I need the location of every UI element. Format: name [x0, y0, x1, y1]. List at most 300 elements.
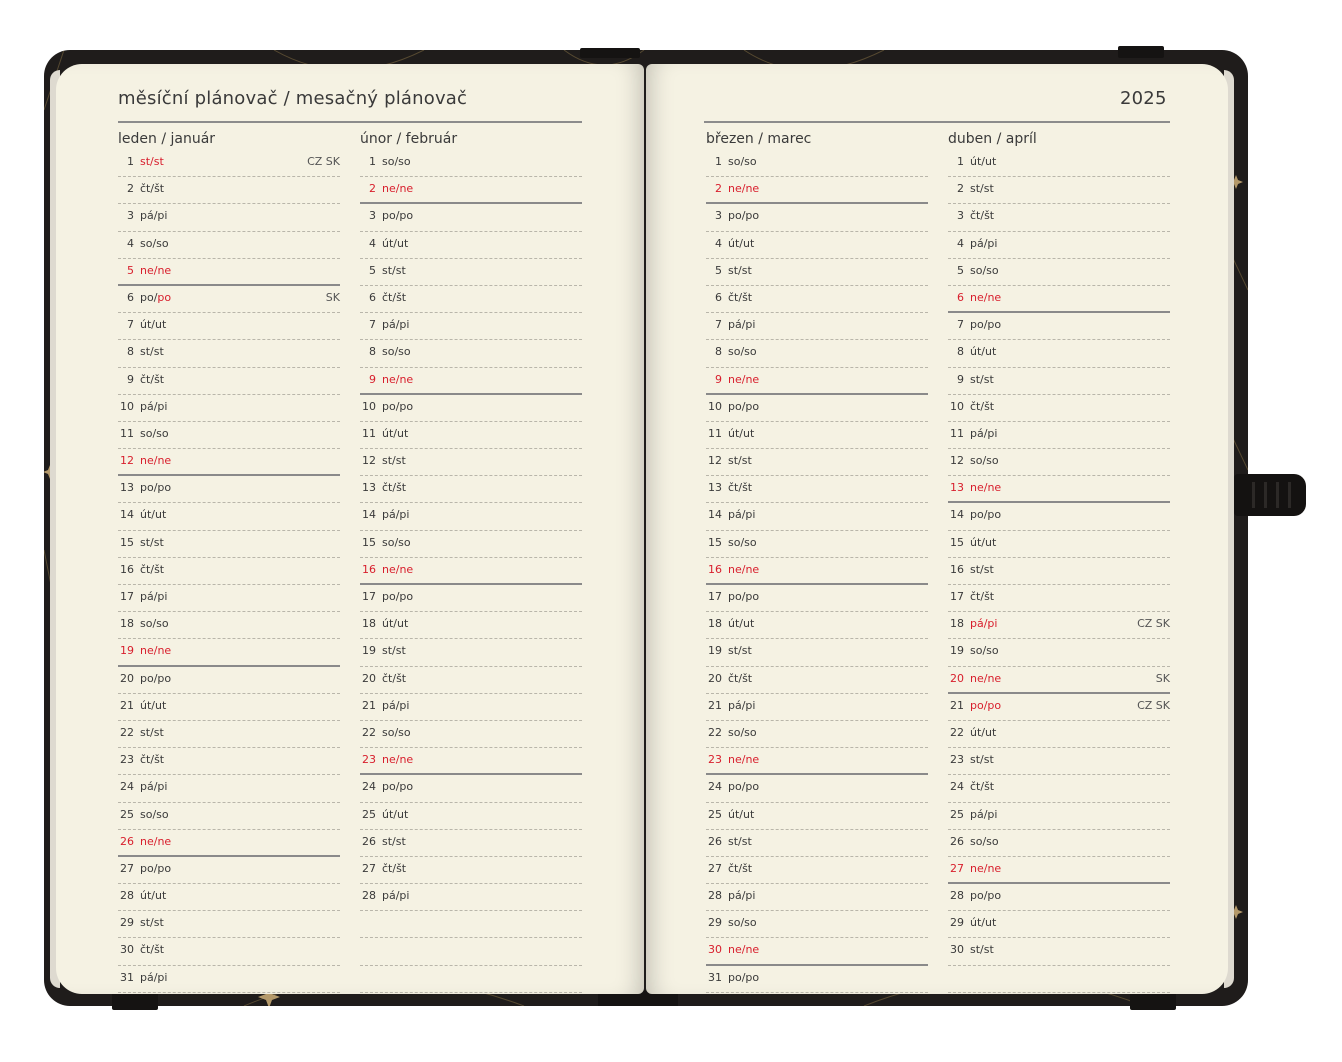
day-row[interactable] [948, 884, 1170, 911]
day-abbrev: po/po [970, 318, 1002, 332]
day-row-sunday[interactable] [118, 259, 340, 286]
day-abbrev: čt/št [382, 861, 407, 875]
day-abbrev: út/ut [140, 889, 167, 903]
day-row[interactable] [706, 966, 928, 993]
day-row[interactable] [948, 422, 1170, 449]
day-number: 23 [120, 753, 134, 767]
day-row[interactable] [948, 368, 1170, 395]
day-row[interactable] [706, 313, 928, 340]
day-number: 28 [120, 889, 134, 903]
day-row[interactable] [706, 694, 928, 721]
day-number: 12 [120, 454, 134, 468]
month-heading: leden / január [118, 131, 216, 147]
day-row[interactable] [706, 639, 928, 666]
day-row[interactable] [948, 395, 1170, 422]
day-number: 13 [120, 481, 134, 495]
day-abbrev: ne/ne [140, 454, 172, 468]
empty-ruled-line [948, 966, 1170, 993]
day-number: 16 [950, 562, 964, 576]
day-number: 1 [957, 155, 964, 168]
day-number: 21 [708, 698, 722, 712]
day-number: 10 [950, 399, 964, 413]
day-row[interactable] [118, 422, 340, 449]
day-row-sunday[interactable] [706, 938, 928, 965]
day-number: 24 [950, 780, 964, 794]
day-number: 20 [950, 671, 964, 685]
day-row[interactable] [948, 585, 1170, 612]
day-abbrev: so/so [728, 725, 757, 739]
day-row[interactable] [948, 150, 1170, 177]
day-abbrev: čt/št [728, 290, 753, 304]
day-number: 18 [950, 617, 964, 631]
day-row[interactable] [706, 395, 928, 422]
day-row[interactable] [948, 911, 1170, 938]
day-row[interactable] [360, 503, 582, 530]
day-abbrev: pá/pi [728, 889, 756, 903]
day-number: 25 [950, 807, 964, 821]
day-abbrev: ne/ne [970, 861, 1002, 875]
day-abbrev: pá/pi [970, 426, 998, 440]
day-number: 9 [715, 372, 722, 386]
day-row[interactable] [706, 476, 928, 503]
day-abbrev: út/ut [382, 236, 409, 250]
day-row[interactable] [948, 721, 1170, 748]
day-abbrev: st/st [140, 535, 164, 549]
empty-ruled-line [360, 938, 582, 965]
day-abbrev: čt/št [140, 943, 165, 957]
day-abbrev: ne/ne [728, 182, 760, 196]
day-row[interactable] [118, 857, 340, 884]
day-abbrev: so/so [970, 834, 999, 848]
day-row[interactable] [706, 422, 928, 449]
day-row[interactable] [118, 531, 340, 558]
day-row[interactable] [706, 857, 928, 884]
day-number: 16 [362, 562, 376, 576]
day-row[interactable] [706, 830, 928, 857]
day-number: 21 [950, 698, 964, 712]
day-number: 1 [127, 155, 134, 168]
day-abbrev: so/so [382, 535, 411, 549]
day-number: 22 [950, 725, 964, 739]
day-abbrev: pá/pi [140, 399, 168, 413]
holiday-country-tag: CZ SK [1137, 617, 1170, 631]
day-abbrev: čt/št [382, 671, 407, 685]
day-number: 8 [715, 345, 722, 359]
day-row-sunday[interactable] [118, 639, 340, 666]
day-abbrev: čt/št [140, 753, 165, 767]
day-abbrev: so/so [728, 535, 757, 549]
day-number: 14 [120, 508, 134, 522]
day-number: 10 [362, 399, 376, 413]
day-abbrev: so/so [140, 617, 169, 631]
day-number: 18 [708, 617, 722, 631]
day-abbrev: st/st [728, 263, 752, 277]
holiday-abbrev: po/po [970, 698, 1002, 712]
day-row[interactable] [706, 204, 928, 231]
day-number: 1 [369, 155, 376, 168]
day-row[interactable] [706, 585, 928, 612]
day-row[interactable] [118, 612, 340, 639]
day-abbrev: so/so [382, 155, 411, 168]
day-abbrev: út/ut [970, 535, 997, 549]
day-row[interactable] [118, 204, 340, 231]
day-number: 14 [708, 508, 722, 522]
day-abbrev: st/st [382, 454, 406, 468]
day-abbrev: út/ut [140, 508, 167, 522]
holiday-country-tag: CZ SK [307, 155, 340, 168]
day-row[interactable] [360, 585, 582, 612]
day-row-sunday[interactable] [948, 476, 1170, 503]
day-row[interactable] [706, 612, 928, 639]
day-row[interactable] [948, 177, 1170, 204]
day-number: 26 [950, 834, 964, 848]
day-row[interactable] [118, 503, 340, 530]
day-row[interactable] [360, 204, 582, 231]
day-number: 11 [120, 426, 134, 440]
day-row[interactable] [360, 531, 582, 558]
day-row[interactable] [360, 884, 582, 911]
day-number: 27 [362, 861, 376, 875]
day-row[interactable] [948, 694, 1170, 721]
month-heading: únor / február [360, 131, 458, 147]
day-number: 26 [362, 834, 376, 848]
day-row[interactable] [118, 694, 340, 721]
day-row[interactable] [118, 585, 340, 612]
day-row-sunday[interactable] [706, 368, 928, 395]
day-abbrev: pá/pi [140, 209, 168, 223]
day-row-sunday[interactable] [360, 558, 582, 585]
day-row[interactable] [118, 286, 340, 313]
day-number: 29 [708, 916, 722, 930]
day-row[interactable] [948, 313, 1170, 340]
day-number: 12 [950, 454, 964, 468]
day-row[interactable] [706, 721, 928, 748]
day-number: 15 [950, 535, 964, 549]
day-row[interactable] [948, 639, 1170, 666]
day-abbrev: st/st [728, 834, 752, 848]
day-row-sunday[interactable] [360, 177, 582, 204]
day-abbrev: út/ut [728, 236, 755, 250]
day-row[interactable] [360, 612, 582, 639]
day-row[interactable] [706, 340, 928, 367]
day-number: 13 [708, 481, 722, 495]
day-number: 8 [957, 345, 964, 359]
day-number: 10 [708, 399, 722, 413]
month-heading: duben / apríl [948, 131, 1037, 147]
day-number: 31 [708, 970, 722, 984]
day-number: 26 [120, 834, 134, 848]
day-number: 23 [950, 753, 964, 767]
day-abbrev: ne/ne [970, 481, 1002, 495]
day-number: 4 [369, 236, 376, 250]
day-abbrev: so/so [970, 644, 999, 658]
day-number: 8 [369, 345, 376, 359]
day-abbrev: po/po [970, 889, 1002, 903]
day-row-sunday[interactable] [706, 177, 928, 204]
day-abbrev: ne/ne [382, 753, 414, 767]
day-row[interactable] [706, 150, 928, 177]
day-number: 25 [120, 807, 134, 821]
day-row[interactable] [360, 721, 582, 748]
day-number: 9 [369, 372, 376, 386]
month-heading: březen / marec [706, 131, 812, 147]
day-abbrev: st/st [728, 644, 752, 658]
day-number: 15 [120, 535, 134, 549]
day-number: 3 [127, 209, 134, 223]
day-row[interactable] [360, 803, 582, 830]
day-abbrev: pá/pi [140, 780, 168, 794]
day-abbrev: pá/pi [728, 508, 756, 522]
bottom-strap-left [112, 992, 158, 1010]
day-number: 22 [120, 725, 134, 739]
day-abbrev: po/po [382, 209, 414, 223]
day-row[interactable] [118, 232, 340, 259]
day-abbrev: út/ut [970, 916, 997, 930]
day-row[interactable] [948, 531, 1170, 558]
elastic-band-closure[interactable] [1234, 474, 1306, 516]
day-number: 6 [127, 290, 134, 304]
day-number: 29 [120, 916, 134, 930]
day-number: 17 [950, 590, 964, 603]
day-abbrev: st/st [140, 155, 164, 168]
day-abbrev: so/so [970, 263, 999, 277]
day-abbrev: pá/pi [140, 590, 168, 603]
day-abbrev: pá/pi [382, 508, 410, 522]
day-row[interactable] [706, 775, 928, 802]
day-row[interactable] [360, 775, 582, 802]
day-number: 6 [715, 290, 722, 304]
day-abbrev: st/st [970, 372, 994, 386]
day-row[interactable] [118, 150, 340, 177]
day-abbrev: st/st [382, 834, 406, 848]
day-number: 24 [362, 780, 376, 794]
day-list [706, 150, 928, 993]
day-row-sunday[interactable] [360, 748, 582, 775]
day-row[interactable] [948, 204, 1170, 231]
day-row[interactable] [360, 449, 582, 476]
day-number: 29 [950, 916, 964, 930]
day-row[interactable] [118, 884, 340, 911]
day-number: 17 [708, 590, 722, 603]
day-row[interactable] [118, 775, 340, 802]
day-row[interactable] [706, 911, 928, 938]
day-row[interactable] [360, 395, 582, 422]
day-row[interactable] [360, 313, 582, 340]
day-row[interactable] [360, 259, 582, 286]
day-abbrev: ne/ne [382, 372, 414, 386]
day-row[interactable] [118, 476, 340, 503]
day-row[interactable] [706, 803, 928, 830]
day-row-sunday[interactable] [118, 830, 340, 857]
day-abbrev: čt/št [728, 481, 753, 495]
day-row[interactable] [360, 150, 582, 177]
day-abbrev: st/st [970, 753, 994, 767]
day-row[interactable] [118, 313, 340, 340]
day-abbrev: čt/št [382, 481, 407, 495]
day-abbrev: so/so [140, 236, 169, 250]
day-row-sunday[interactable] [118, 449, 340, 476]
day-row[interactable] [360, 639, 582, 666]
day-number: 2 [127, 182, 134, 196]
day-row[interactable] [118, 938, 340, 965]
day-number: 5 [127, 263, 134, 277]
day-row[interactable] [706, 531, 928, 558]
day-row[interactable] [360, 340, 582, 367]
day-row[interactable] [948, 259, 1170, 286]
day-row[interactable] [706, 259, 928, 286]
day-row[interactable] [706, 667, 928, 694]
day-number: 9 [127, 372, 134, 386]
day-number: 30 [708, 943, 722, 957]
day-abbrev: út/ut [140, 698, 167, 712]
month-column-4 [948, 128, 1170, 993]
day-abbrev: so/so [728, 345, 757, 359]
day-abbrev: út/ut [970, 345, 997, 359]
day-row[interactable] [118, 340, 340, 367]
day-row[interactable] [360, 286, 582, 313]
day-row[interactable] [118, 748, 340, 775]
day-row[interactable] [360, 667, 582, 694]
day-abbrev: po/po [382, 780, 414, 794]
day-row[interactable] [948, 803, 1170, 830]
day-row[interactable] [118, 911, 340, 938]
day-row[interactable] [118, 177, 340, 204]
day-number: 19 [362, 644, 376, 658]
day-abbrev: ne/ne [970, 671, 1002, 685]
day-number: 13 [362, 481, 376, 495]
day-abbrev: pá/pi [382, 318, 410, 332]
day-abbrev: st/st [382, 263, 406, 277]
day-number: 11 [950, 426, 964, 440]
day-row[interactable] [118, 966, 340, 993]
day-abbrev: ne/ne [728, 562, 760, 576]
day-number: 19 [950, 644, 964, 658]
day-row[interactable] [360, 694, 582, 721]
day-number: 31 [120, 970, 134, 984]
day-row[interactable] [360, 232, 582, 259]
day-number: 11 [708, 426, 722, 440]
day-abbrev: ne/ne [728, 753, 760, 767]
day-number: 9 [957, 372, 964, 386]
day-row[interactable] [118, 558, 340, 585]
day-abbrev: čt/št [970, 780, 995, 794]
day-number: 10 [120, 399, 134, 413]
day-abbrev: st/st [140, 345, 164, 359]
day-number: 22 [708, 725, 722, 739]
month-column-3 [706, 128, 928, 993]
day-number: 6 [957, 290, 964, 304]
day-row[interactable] [706, 503, 928, 530]
day-row[interactable] [948, 938, 1170, 965]
day-number: 18 [120, 617, 134, 631]
day-number: 18 [362, 617, 376, 631]
day-row[interactable] [360, 830, 582, 857]
day-abbrev: čt/št [140, 372, 165, 386]
day-row[interactable] [948, 830, 1170, 857]
day-row[interactable] [118, 667, 340, 694]
day-number: 5 [715, 263, 722, 277]
day-abbrev: so/so [140, 426, 169, 440]
day-number: 11 [362, 426, 376, 440]
day-abbrev: čt/št [970, 209, 995, 223]
day-abbrev: po/ [140, 290, 158, 304]
day-row[interactable] [948, 775, 1170, 802]
day-number: 12 [362, 454, 376, 468]
day-row[interactable] [706, 232, 928, 259]
day-row-sunday[interactable] [948, 667, 1170, 694]
day-abbrev: so/so [382, 725, 411, 739]
day-row-sunday[interactable] [948, 857, 1170, 884]
day-row[interactable] [360, 422, 582, 449]
day-row[interactable] [948, 558, 1170, 585]
day-row[interactable] [706, 286, 928, 313]
day-number: 2 [957, 182, 964, 196]
day-abbrev: pá/pi [728, 318, 756, 332]
day-number: 24 [708, 780, 722, 794]
day-abbrev: ne/ne [140, 644, 172, 658]
day-row[interactable] [706, 884, 928, 911]
day-abbrev: po/po [140, 481, 172, 495]
day-number: 20 [708, 671, 722, 685]
day-abbrev: čt/št [728, 861, 753, 875]
day-row-sunday[interactable] [706, 558, 928, 585]
day-abbrev: po/po [140, 861, 172, 875]
day-row[interactable] [948, 748, 1170, 775]
day-number: 14 [362, 508, 376, 522]
day-row[interactable] [948, 232, 1170, 259]
day-row[interactable] [360, 857, 582, 884]
day-row-sunday[interactable] [948, 286, 1170, 313]
day-abbrev: út/ut [382, 617, 409, 631]
header-rule-left [118, 121, 582, 123]
day-number: 17 [120, 590, 134, 603]
day-row[interactable] [118, 395, 340, 422]
day-row[interactable] [948, 612, 1170, 639]
holiday-abbrev: pá/pi [970, 617, 998, 631]
day-number: 2 [369, 182, 376, 196]
day-number: 3 [369, 209, 376, 223]
day-number: 17 [362, 590, 376, 603]
day-row[interactable] [118, 368, 340, 395]
day-row[interactable] [948, 340, 1170, 367]
day-row[interactable] [118, 803, 340, 830]
day-number: 6 [369, 290, 376, 304]
day-abbrev: pá/pi [970, 236, 998, 250]
day-row-sunday[interactable] [360, 368, 582, 395]
day-row[interactable] [948, 449, 1170, 476]
day-number: 8 [127, 345, 134, 359]
day-abbrev: pá/pi [382, 698, 410, 712]
day-number: 28 [362, 889, 376, 903]
day-number: 5 [957, 263, 964, 277]
day-row[interactable] [948, 503, 1170, 530]
empty-ruled-line [360, 966, 582, 993]
day-row-sunday[interactable] [706, 748, 928, 775]
day-row[interactable] [360, 476, 582, 503]
day-number: 7 [369, 318, 376, 332]
day-row[interactable] [706, 449, 928, 476]
top-strap [1118, 46, 1164, 58]
day-number: 12 [708, 454, 722, 468]
month-column-2 [360, 128, 582, 993]
holiday-country-tag: CZ SK [1137, 698, 1170, 712]
planner-year: 2025 [1120, 88, 1167, 109]
day-number: 3 [957, 209, 964, 223]
planner-title: měsíční plánovač / mesačný plánovač [118, 88, 468, 109]
day-abbrev: ne/ne [728, 372, 760, 386]
day-row[interactable] [118, 721, 340, 748]
day-number: 7 [957, 318, 964, 332]
